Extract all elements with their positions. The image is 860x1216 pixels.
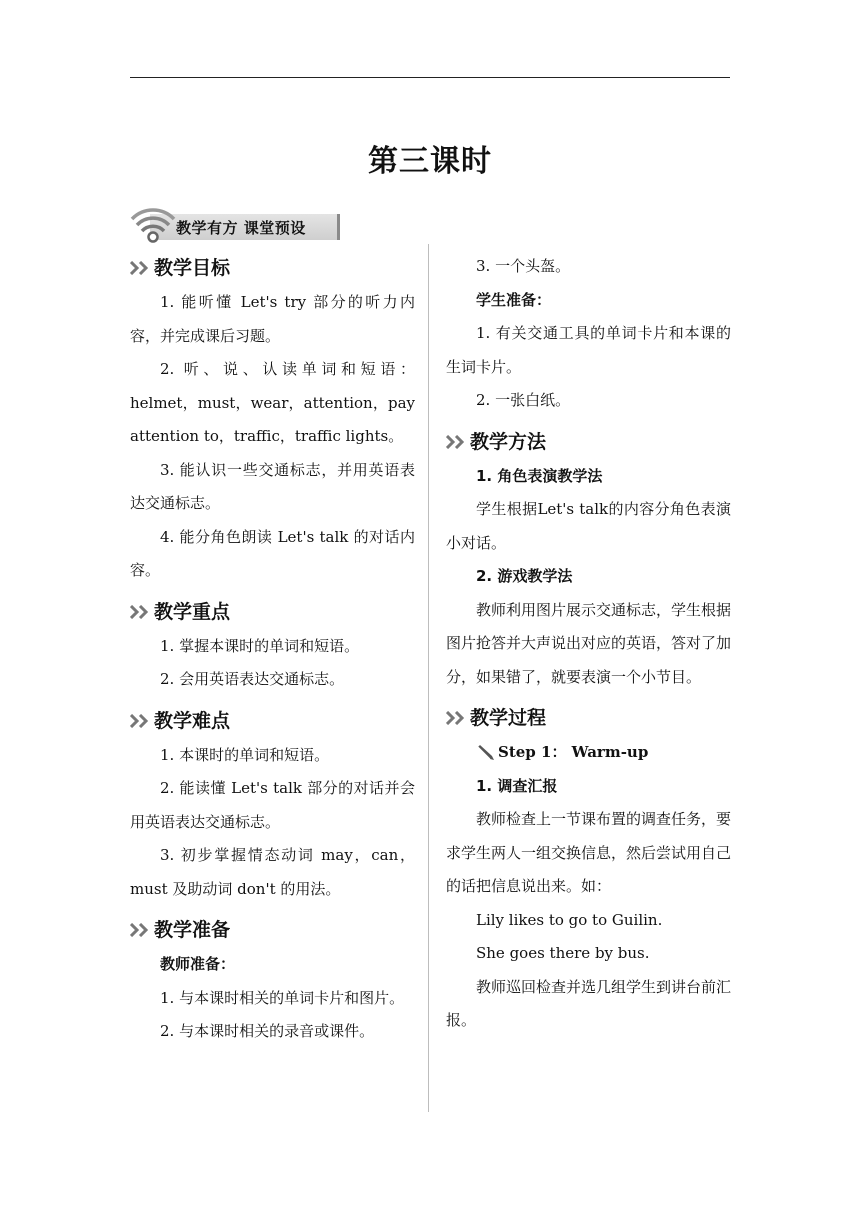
- method-text: 教师利用图片展示交通标志，学生根据图片抢答并大声说出对应的英语，答对了加分，如果错了，就要表演一个小节目。: [446, 600, 732, 686]
- banner-text: 教学有方 课堂预设: [176, 219, 306, 237]
- right-column: [446, 250, 731, 1038]
- column-divider: [428, 244, 429, 1112]
- section-heading-preparation: 教学准备: [130, 912, 415, 948]
- goal-item: 1. 能听懂 Let's try 部分的听力内容，并完成课后习题。: [130, 293, 415, 345]
- method-title: 2. 游戏教学法: [476, 567, 573, 585]
- section-heading-goals: 教学目标: [130, 250, 415, 286]
- method-title: 1. 角色表演教学法: [476, 466, 603, 485]
- difficulty-item: 2. 能读懂 Let's talk 部分的对话并会用英语表达交通标志。: [130, 779, 415, 831]
- teacher-prep-item: 3. 一个头盔。: [476, 257, 571, 275]
- difficulty-item: 3. 初步掌握情态动词 may，can，must 及助动词 don't 的用法。: [130, 846, 415, 898]
- teacher-prep-label: 教师准备：: [160, 955, 236, 973]
- method-text: 学生根据Let's talk的内容分角色表演小对话。: [446, 500, 731, 552]
- double-chevron-icon: [130, 261, 152, 275]
- section-banner: [130, 207, 340, 243]
- section-heading-methods: 教学方法: [446, 424, 731, 460]
- example-sentence: Lily likes to go to Guilin.: [476, 910, 663, 929]
- double-chevron-icon: [446, 435, 468, 449]
- student-prep-item: 1. 有关交通工具的单词卡片和本课的生词卡片。: [446, 324, 731, 376]
- goal-item: 2. 听、说、认读单词和短语：helmet，must，wear，attention，pay attention to，traffic，traffic lights。: [130, 360, 415, 445]
- student-prep-item: 2. 一张白纸。: [476, 391, 571, 409]
- step-text: 教师检查上一节课布置的调查任务，要求学生两人一组交换信息，然后尝试用自己的话把信息说出来。如：: [446, 810, 732, 895]
- step-subtitle: 1. 调查汇报: [476, 776, 558, 795]
- difficulty-item: 1. 本课时的单词和短语。: [160, 745, 330, 764]
- student-prep-label: 学生准备：: [476, 290, 552, 309]
- wifi-signal-icon: [130, 207, 176, 243]
- header-rule: [130, 77, 730, 78]
- section-heading-difficulties: 教学难点: [130, 703, 415, 739]
- left-column: [130, 250, 415, 1049]
- section-heading-key-points: 教学重点: [130, 594, 415, 630]
- double-chevron-icon: [130, 714, 152, 728]
- pen-icon: [476, 744, 496, 762]
- goal-item: 4. 能分角色朗读 Let's talk 的对话内容。: [130, 527, 415, 579]
- key-point-item: 2. 会用英语表达交通标志。: [160, 670, 345, 688]
- step-heading: Step 1： Warm-up: [446, 736, 731, 770]
- example-sentence: She goes there by bus.: [476, 944, 650, 962]
- teacher-prep-item: 1. 与本课时相关的单词卡片和图片。: [160, 988, 405, 1007]
- teacher-prep-item: 2. 与本课时相关的录音或课件。: [160, 1022, 375, 1040]
- goal-item: 3. 能认识一些交通标志，并用英语表达交通标志。: [130, 460, 415, 512]
- section-heading-process: 教学过程: [446, 700, 731, 736]
- page-title: 第三课时: [368, 144, 492, 179]
- step-text: 教师巡回检查并选几组学生到讲台前汇报。: [446, 977, 732, 1029]
- key-point-item: 1. 掌握本课时的单词和短语。: [160, 636, 360, 655]
- double-chevron-icon: [130, 605, 152, 619]
- double-chevron-icon: [130, 923, 152, 937]
- double-chevron-icon: [446, 711, 468, 725]
